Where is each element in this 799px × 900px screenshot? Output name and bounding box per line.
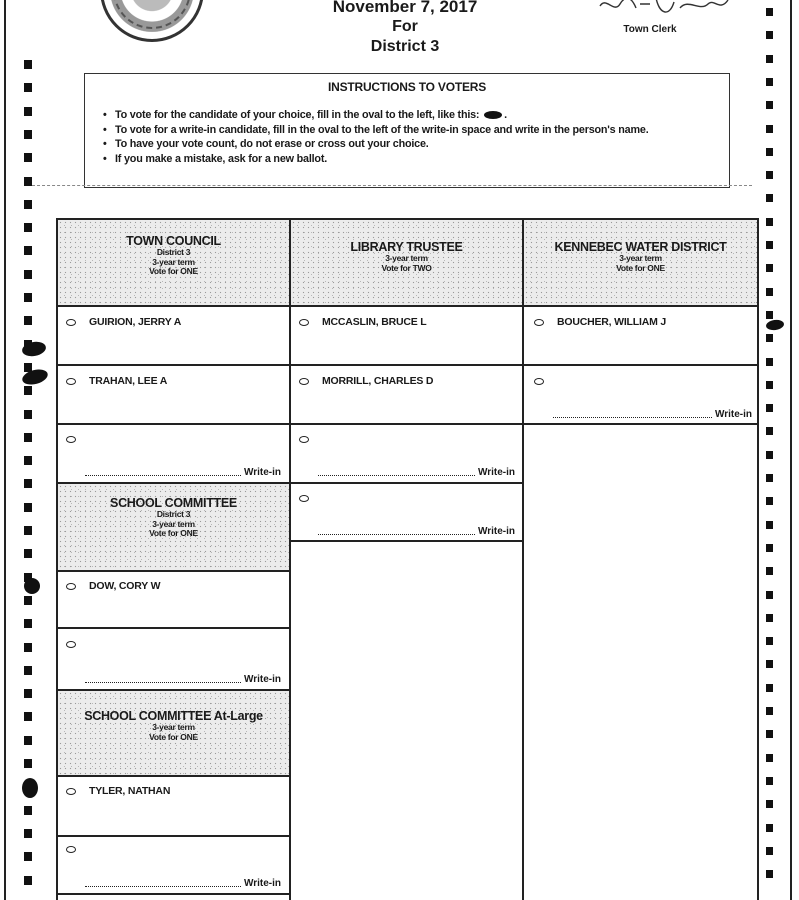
- timing-mark: [24, 246, 32, 255]
- timing-mark: [24, 107, 32, 116]
- timing-mark: [24, 433, 32, 442]
- timing-mark: [766, 684, 773, 692]
- timing-mark: [766, 567, 773, 575]
- instructions-title: INSTRUCTIONS TO VOTERS: [327, 80, 487, 94]
- row-line: [56, 835, 291, 837]
- write-in-option[interactable]: [299, 492, 509, 512]
- write-in-option[interactable]: [534, 375, 744, 395]
- column-divider-1: [289, 218, 291, 900]
- timing-mark: [766, 101, 773, 109]
- timing-mark: [766, 451, 773, 459]
- write-in-field[interactable]: [85, 464, 281, 478]
- ink-blot: [765, 319, 784, 331]
- timing-mark: [24, 223, 32, 232]
- timing-mark: [24, 549, 32, 558]
- vote-oval-icon[interactable]: [299, 495, 309, 502]
- filled-oval-example-icon: [484, 111, 502, 119]
- right-timing-marks: [766, 0, 778, 900]
- row-line: [56, 423, 757, 425]
- timing-mark: [24, 689, 32, 698]
- timing-mark: [766, 497, 773, 505]
- timing-mark: [766, 474, 773, 482]
- instruction-item: • To vote for the candidate of your choice, fill in the oval to the left, like this: .: [103, 108, 713, 123]
- write-in-label: Write-in: [243, 674, 281, 685]
- timing-mark: [24, 200, 32, 209]
- timing-mark: [766, 358, 773, 366]
- candidate-name: MORRILL, CHARLES D: [322, 375, 434, 387]
- vote-oval-icon[interactable]: [66, 378, 76, 385]
- contest-header-library-trustee: LIBRARY TRUSTEE 3-year term Vote for TWO: [291, 220, 522, 305]
- write-in-label: Write-in: [243, 878, 281, 889]
- timing-mark: [24, 876, 32, 885]
- timing-mark: [24, 619, 32, 628]
- timing-mark: [766, 171, 773, 179]
- candidate-name: GUIRION, JERRY A: [89, 316, 182, 328]
- vote-oval-icon[interactable]: [299, 436, 309, 443]
- row-line: [56, 364, 757, 366]
- timing-mark: [766, 637, 773, 645]
- vote-oval-icon[interactable]: [66, 641, 76, 648]
- candidate-name: MCCASLIN, BRUCE L: [322, 316, 427, 328]
- write-in-label: Write-in: [243, 467, 281, 478]
- write-in-field[interactable]: [553, 406, 752, 420]
- timing-mark: [766, 754, 773, 762]
- vote-oval-icon[interactable]: [66, 583, 76, 590]
- election-date: November 7, 2017: [332, 0, 478, 16]
- timing-mark: [766, 311, 773, 319]
- timing-mark: [766, 31, 773, 39]
- timing-mark: [24, 316, 32, 325]
- left-timing-marks: [24, 0, 36, 900]
- timing-mark: [766, 800, 773, 808]
- clerk-title: Town Clerk: [623, 24, 677, 35]
- row-line: [289, 540, 524, 542]
- timing-mark: [24, 479, 32, 488]
- timing-mark: [766, 824, 773, 832]
- instruction-item: • To have your vote count, do not erase or cross out your choice.: [103, 137, 713, 152]
- vote-oval-icon[interactable]: [66, 788, 76, 795]
- timing-mark: [766, 707, 773, 715]
- candidate-name: TYLER, NATHAN: [89, 785, 171, 797]
- district-title: District 3: [370, 38, 440, 55]
- timing-mark: [24, 386, 32, 395]
- timing-mark: [24, 130, 32, 139]
- vote-oval-icon[interactable]: [66, 436, 76, 443]
- for-label: For: [392, 18, 418, 35]
- timing-mark: [766, 870, 773, 878]
- grid-right-border: [757, 218, 759, 900]
- write-in-field[interactable]: [318, 523, 515, 537]
- timing-mark: [24, 293, 32, 302]
- contest-header-school-committee-district-3: SCHOOL COMMITTEE District 3 3-year term Vote for ONE: [58, 484, 289, 570]
- timing-mark: [24, 526, 32, 535]
- timing-mark: [24, 153, 32, 162]
- row-line: [524, 305, 759, 307]
- candidate-name: BOUCHER, WILLIAM J: [557, 316, 666, 328]
- contest-header-town-council: TOWN COUNCIL District 3 3-year term Vote for ONE: [58, 220, 289, 305]
- row-line: [56, 893, 291, 895]
- candidate-name: DOW, CORY W: [89, 580, 161, 592]
- vote-oval-icon[interactable]: [66, 846, 76, 853]
- write-in-field[interactable]: [85, 671, 281, 685]
- timing-mark: [766, 381, 773, 389]
- timing-mark: [766, 264, 773, 272]
- timing-mark: [24, 503, 32, 512]
- timing-mark: [766, 218, 773, 226]
- timing-mark: [766, 660, 773, 668]
- timing-mark: [24, 177, 32, 186]
- candidate-option[interactable]: [299, 316, 509, 336]
- timing-mark: [766, 125, 773, 133]
- instructions-list: [103, 108, 713, 166]
- contest-header-school-committee-at-large: SCHOOL COMMITTEE At-Large 3-year term Vote for ONE: [58, 691, 289, 775]
- candidate-option[interactable]: [534, 316, 744, 336]
- column-divider-2: [522, 218, 524, 900]
- write-in-field[interactable]: [85, 875, 281, 889]
- write-in-label: Write-in: [714, 409, 752, 420]
- row-line: [56, 775, 291, 777]
- clerk-signature: [596, 0, 736, 20]
- candidate-option[interactable]: [66, 785, 276, 805]
- timing-mark: [766, 194, 773, 202]
- timing-mark: [24, 806, 32, 815]
- timing-mark: [766, 334, 773, 342]
- candidate-option[interactable]: [66, 375, 276, 395]
- timing-mark: [24, 666, 32, 675]
- vote-oval-icon[interactable]: [534, 319, 544, 326]
- instruction-item: • To vote for a write-in candidate, fill in the oval to the left of the write-in space and write in the person's name.: [103, 123, 713, 138]
- write-in-label: Write-in: [477, 526, 515, 537]
- timing-mark: [766, 404, 773, 412]
- timing-mark: [766, 78, 773, 86]
- ink-blot: [24, 578, 40, 594]
- timing-mark: [24, 643, 32, 652]
- timing-mark: [766, 777, 773, 785]
- timing-mark: [766, 591, 773, 599]
- row-line: [56, 570, 291, 572]
- timing-mark: [766, 614, 773, 622]
- write-in-field[interactable]: [318, 464, 515, 478]
- timing-mark: [766, 521, 773, 529]
- right-page-edge: [790, 0, 792, 900]
- timing-mark: [24, 852, 32, 861]
- write-in-option[interactable]: [66, 433, 276, 453]
- timing-mark: [24, 829, 32, 838]
- candidate-option[interactable]: [299, 375, 509, 395]
- timing-mark: [24, 759, 32, 768]
- candidate-name: TRAHAN, LEE A: [89, 375, 168, 387]
- candidate-option[interactable]: [66, 580, 276, 600]
- row-line: [56, 627, 291, 629]
- timing-mark: [24, 596, 32, 605]
- write-in-option[interactable]: [66, 843, 276, 863]
- timing-mark: [766, 847, 773, 855]
- vote-oval-icon[interactable]: [66, 319, 76, 326]
- instruction-item: • If you make a mistake, ask for a new ballot.: [103, 152, 713, 167]
- town-seal: [100, 0, 204, 42]
- timing-mark: [766, 288, 773, 296]
- write-in-option[interactable]: [66, 638, 276, 658]
- timing-mark: [766, 544, 773, 552]
- ink-blot: [22, 778, 38, 798]
- row-line: [56, 305, 524, 307]
- timing-mark: [24, 456, 32, 465]
- timing-mark: [24, 83, 32, 92]
- timing-mark: [24, 60, 32, 69]
- timing-mark: [766, 55, 773, 63]
- timing-mark: [24, 410, 32, 419]
- timing-mark: [766, 730, 773, 738]
- timing-mark: [766, 148, 773, 156]
- timing-mark: [24, 736, 32, 745]
- timing-mark: [24, 712, 32, 721]
- timing-mark: [766, 8, 773, 16]
- fold-line: [32, 185, 752, 186]
- instructions-box: [84, 73, 730, 188]
- vote-oval-icon[interactable]: [299, 319, 309, 326]
- timing-mark: [24, 270, 32, 279]
- vote-oval-icon[interactable]: [534, 378, 544, 385]
- write-in-label: Write-in: [477, 467, 515, 478]
- vote-oval-icon[interactable]: [299, 378, 309, 385]
- timing-mark: [766, 427, 773, 435]
- left-page-edge: [4, 0, 6, 900]
- write-in-option[interactable]: [299, 433, 509, 453]
- timing-mark: [766, 241, 773, 249]
- contest-header-kennebec-water-district: KENNEBEC WATER DISTRICT 3-year term Vote for ONE: [524, 220, 757, 305]
- candidate-option[interactable]: [66, 316, 276, 336]
